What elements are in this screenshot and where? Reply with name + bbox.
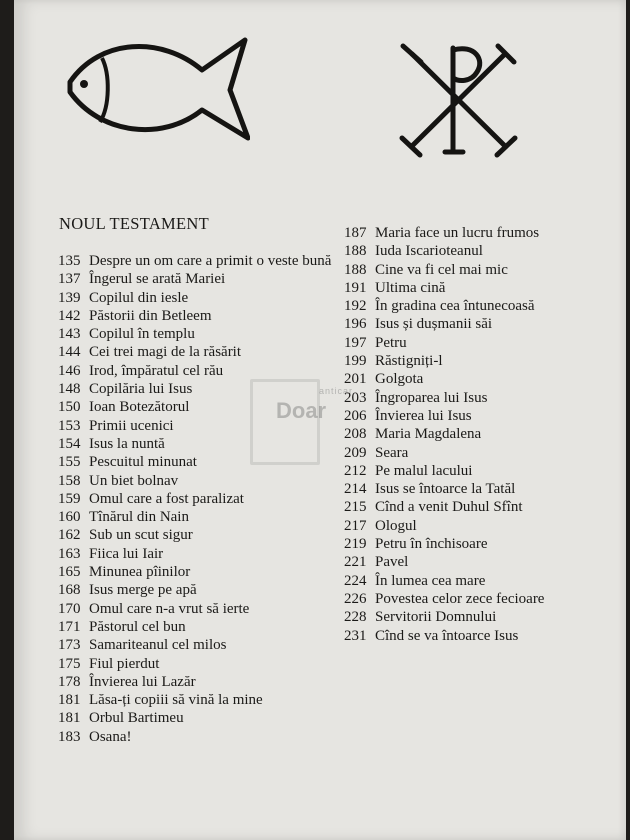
page-number: 143 — [58, 326, 81, 343]
entry-title: În gradina cea întunecoasă — [375, 298, 535, 315]
page-number: 137 — [58, 271, 81, 288]
page-number: 217 — [344, 517, 367, 534]
entry-title: Pavel — [375, 554, 409, 571]
entry-title: Petru — [375, 334, 407, 351]
entry-title: Osana! — [89, 728, 132, 745]
page-number: 212 — [344, 462, 367, 479]
page-number: 183 — [58, 728, 81, 745]
entry-title: Copilul în templu — [89, 326, 195, 343]
toc-entry — [58, 618, 348, 636]
page-number: 173 — [58, 637, 81, 654]
page-number: 144 — [58, 344, 81, 361]
toc-entry — [344, 517, 624, 535]
toc-entry — [58, 508, 348, 526]
toc-entry — [344, 334, 624, 352]
toc-entry — [344, 444, 624, 462]
toc-entry — [58, 709, 348, 727]
page-number: 221 — [344, 554, 367, 571]
page-number: 160 — [58, 509, 81, 526]
toc-entry — [58, 417, 348, 435]
page-number: 153 — [58, 417, 81, 434]
toc-entry — [58, 563, 348, 581]
page-number: 175 — [58, 655, 81, 672]
entry-title: Îngerul se arată Mariei — [89, 271, 226, 288]
toc-entry — [344, 425, 624, 443]
entry-title: Maria face un lucru frumos — [375, 225, 540, 241]
entry-title: Învierea lui Isus — [375, 407, 472, 424]
entry-title: Irod, împăratul cel rău — [89, 362, 224, 379]
entry-title: Ioan Botezătorul — [89, 399, 190, 416]
page-number: 171 — [58, 618, 81, 635]
entry-title: Îngroparea lui Isus — [375, 389, 488, 406]
page-number: 209 — [344, 444, 367, 461]
page-number: 165 — [58, 564, 81, 581]
entry-title: Omul care a fost paralizat — [89, 490, 244, 507]
entry-title: Servitorii Domnului — [375, 609, 497, 626]
toc-entry — [58, 673, 348, 691]
entry-title: Primii ucenici — [89, 417, 174, 434]
page-number: 206 — [344, 407, 367, 424]
toc-entry — [58, 435, 348, 453]
page-number: 181 — [58, 692, 81, 709]
watermark-text: Doar — [276, 398, 327, 423]
toc-entry — [58, 490, 348, 508]
entry-title: Despre un om care a primit o veste bună — [89, 253, 332, 269]
entry-title: Pe malul lacului — [375, 462, 473, 479]
toc-entry — [344, 370, 624, 388]
entry-title: Învierea lui Lazăr — [89, 673, 196, 690]
page-number: 203 — [344, 389, 367, 406]
page-number: 199 — [344, 353, 367, 370]
toc-entry — [58, 600, 348, 618]
page-number: 224 — [344, 572, 367, 589]
toc-entry — [344, 389, 624, 407]
toc-entry — [344, 352, 624, 370]
toc-entry — [58, 636, 348, 654]
toc-entry — [344, 315, 624, 333]
entry-title: Omul care n-a vrut să ierte — [89, 600, 250, 617]
entry-title: Păstorul cel bun — [89, 618, 186, 635]
page-number: 215 — [344, 499, 367, 516]
entry-title: Cine va fi cel mai mic — [375, 261, 508, 278]
toc-entry — [58, 343, 348, 361]
entry-title: Un biet bolnav — [89, 472, 179, 489]
page-number: 158 — [58, 472, 81, 489]
chi-rho-icon — [397, 38, 522, 162]
entry-title: Isus la nuntă — [89, 435, 165, 452]
entry-title: Maria Magdalena — [375, 426, 482, 443]
toc-entry — [58, 545, 348, 563]
toc-entry — [344, 242, 624, 260]
page-number: 155 — [58, 454, 81, 471]
page-number: 170 — [58, 600, 81, 617]
watermark-small-text: anticar — [319, 386, 354, 396]
page-number: 228 — [344, 609, 367, 626]
toc-entry — [58, 252, 348, 270]
toc-entry — [58, 453, 348, 471]
toc-entry — [344, 498, 624, 516]
entry-title: Povestea celor zece fecioare — [375, 590, 545, 607]
page-number: 135 — [58, 253, 81, 269]
entry-title: Fiica lui Iair — [89, 545, 164, 562]
toc-right-column — [344, 224, 624, 645]
toc-entry — [344, 608, 624, 626]
entry-title: Minunea pîinilor — [89, 564, 191, 581]
toc-entry — [58, 581, 348, 599]
page-number: 150 — [58, 399, 81, 416]
entry-title: Orbul Bartimeu — [89, 710, 184, 727]
toc-entry — [58, 691, 348, 709]
toc-entry — [344, 407, 624, 425]
page-number: 188 — [344, 261, 367, 278]
toc-entry — [58, 526, 348, 544]
page-number: 142 — [58, 307, 81, 324]
entry-title: Isus merge pe apă — [89, 582, 197, 599]
entry-title: Copilul din iesle — [89, 289, 189, 306]
page-number: 214 — [344, 481, 367, 498]
entry-title: În lumea cea mare — [375, 572, 486, 589]
entry-title: Fiul pierdut — [89, 655, 160, 672]
toc-entry — [58, 398, 348, 416]
entry-title: Petru în închisoare — [375, 536, 488, 553]
fish-icon — [62, 30, 250, 148]
toc-entry — [58, 472, 348, 490]
page-number: 163 — [58, 545, 81, 562]
section-title: NOUL TESTAMENT — [59, 214, 209, 233]
page-number: 139 — [58, 289, 81, 306]
page-number: 192 — [344, 298, 367, 315]
entry-title: Isus se întoarce la Tatăl — [375, 481, 516, 498]
page-number: 208 — [344, 426, 367, 443]
toc-entry — [344, 480, 624, 498]
entry-title: Samariteanul cel milos — [89, 637, 227, 654]
entry-title: Seara — [375, 444, 409, 461]
page-number: 148 — [58, 381, 81, 398]
toc-entry — [344, 279, 624, 297]
entry-title: Ultima cină — [375, 279, 446, 296]
toc-entry — [344, 535, 624, 553]
page-number: 168 — [58, 582, 81, 599]
page-number: 178 — [58, 673, 81, 690]
entry-title: Cînd se va întoarce Isus — [375, 627, 519, 644]
page-number: 159 — [58, 490, 81, 507]
page-number: 201 — [344, 371, 367, 388]
page-number: 146 — [58, 362, 81, 379]
page-number: 226 — [344, 590, 367, 607]
entry-title: Tînărul din Nain — [89, 509, 189, 526]
entry-title: Pescuitul minunat — [89, 454, 197, 471]
toc-left-column — [58, 252, 348, 746]
entry-title: Golgota — [375, 371, 424, 388]
toc-entry — [344, 572, 624, 590]
entry-title: Lăsa-ți copiii să vină la mine — [89, 692, 263, 709]
toc-entry — [58, 362, 348, 380]
entry-title: Ologul — [375, 517, 417, 534]
entry-title: Iuda Iscarioteanul — [375, 243, 483, 260]
toc-entry — [344, 224, 624, 242]
page-number: 196 — [344, 316, 367, 333]
toc-entry — [344, 627, 624, 645]
toc-entry — [58, 655, 348, 673]
entry-title: Cînd a venit Duhul Sfînt — [375, 499, 523, 516]
entry-title: Păstorii din Betleem — [89, 307, 212, 324]
toc-entry — [58, 325, 348, 343]
toc-entry — [344, 553, 624, 571]
entry-title: Isus și dușmanii săi — [375, 316, 493, 333]
entry-title: Sub un scut sigur — [89, 527, 193, 544]
toc-entry — [344, 261, 624, 279]
page-number: 219 — [344, 536, 367, 553]
page-number: 191 — [344, 279, 367, 296]
page-number: 188 — [344, 243, 367, 260]
page-number: 197 — [344, 334, 367, 351]
toc-entry — [58, 728, 348, 746]
toc-entry — [58, 380, 348, 398]
toc-entry — [344, 297, 624, 315]
book-page — [14, 0, 626, 840]
page-number: 162 — [58, 527, 81, 544]
toc-entry — [58, 307, 348, 325]
entry-title: Răstigniți-l — [375, 353, 443, 370]
toc-entry — [344, 462, 624, 480]
page-number: 154 — [58, 435, 81, 452]
page-number: 231 — [344, 627, 367, 644]
toc-entry — [58, 270, 348, 288]
toc-entry — [344, 590, 624, 608]
entry-title: Cei trei magi de la răsărit — [89, 344, 242, 361]
page-number: 187 — [344, 225, 367, 241]
toc-entry — [58, 289, 348, 307]
entry-title: Copilăria lui Isus — [89, 381, 193, 398]
page-number: 181 — [58, 710, 81, 727]
